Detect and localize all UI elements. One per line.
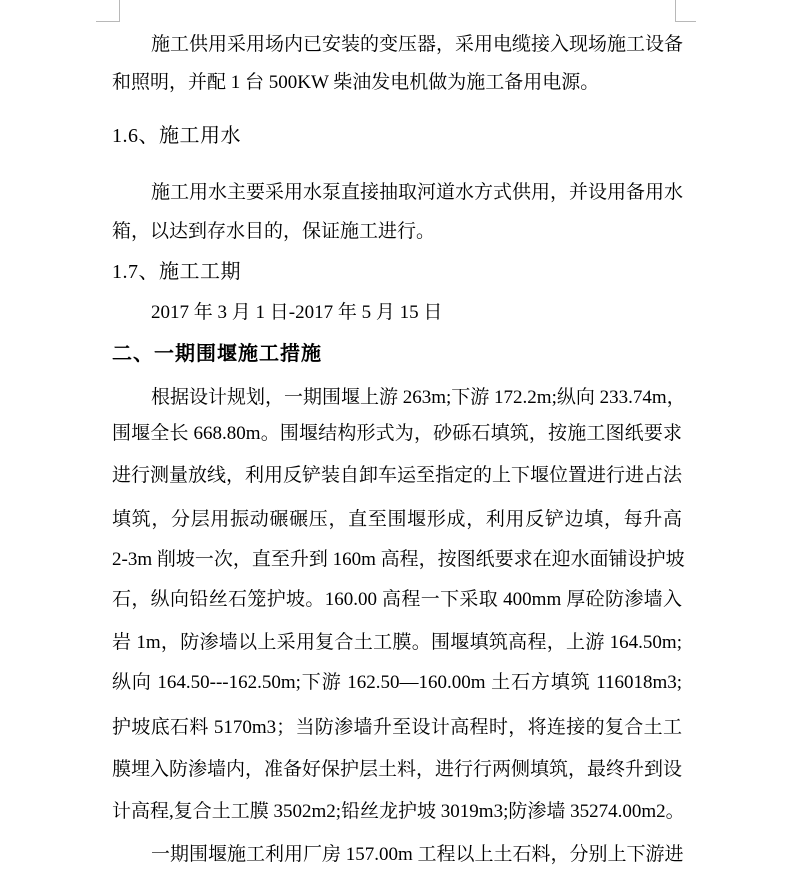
section-heading-construction-period: 1.7、施工工期 [112,261,241,283]
body-line: 岩 1m，防渗墙以上采用复合土工膜。围堰填筑高程，上游 164.50m; [112,632,682,653]
body-line: 施工用水主要采用水泵直接抽取河道水方式供用，并设用备用水 [151,182,684,203]
body-line: 施工供用采用场内已安装的变压器，采用电缆接入现场施工设备 [151,34,684,55]
body-line: 填筑，分层用振动碾碾压，直至围堰形成，利用反铲边填，每升高 [112,509,682,530]
margin-cropmark-left [96,0,120,22]
body-line: 和照明，并配 1 台 500KW 柴油发电机做为施工备用电源。 [112,72,600,93]
body-line: 膜埋入防渗墙内，准备好保护层土料，进行行两侧填筑，最终升到设 [112,759,683,780]
body-line: 进行测量放线，利用反铲装自卸车运至指定的上下堰位置进行进占法 [112,465,683,486]
body-line: 箱，以达到存水目的，保证施工进行。 [112,221,436,242]
margin-cropmark-right [675,0,696,22]
body-line: 护坡底石料 5170m3；当防渗墙升至设计高程时，将连接的复合土工 [112,717,682,738]
construction-period-date: 2017 年 3 月 1 日-2017 年 5 月 15 日 [151,302,443,323]
body-line: 2-3m 削坡一次，直至升到 160m 高程，按图纸要求在迎水面铺设护坡 [112,549,685,570]
body-line: 纵向 164.50---162.50m;下游 162.50—160.00m 土石方填筑 116018m3; [112,672,682,693]
body-line: 一期围堰施工利用厂房 157.00m 工程以上土石料，分别上下游进 [151,844,684,865]
chapter-heading-cofferdam-measures: 二、一期围堰施工措施 [112,343,322,365]
section-heading-construction-water: 1.6、施工用水 [112,125,241,147]
body-line: 根据设计规划，一期围堰上游 263m;下游 172.2m;纵向 233.74m， [151,387,686,408]
body-line: 计高程,复合土工膜 3502m2;铅丝龙护坡 3019m3;防渗墙 35274.00m2。 [112,801,685,822]
body-line: 围堰全长 668.80m。围堰结构形式为，砂砾石填筑，按施工图纸要求 [112,423,682,444]
body-line: 石，纵向铅丝石笼护坡。160.00 高程一下采取 400mm 厚砼防渗墙入 [112,589,682,610]
